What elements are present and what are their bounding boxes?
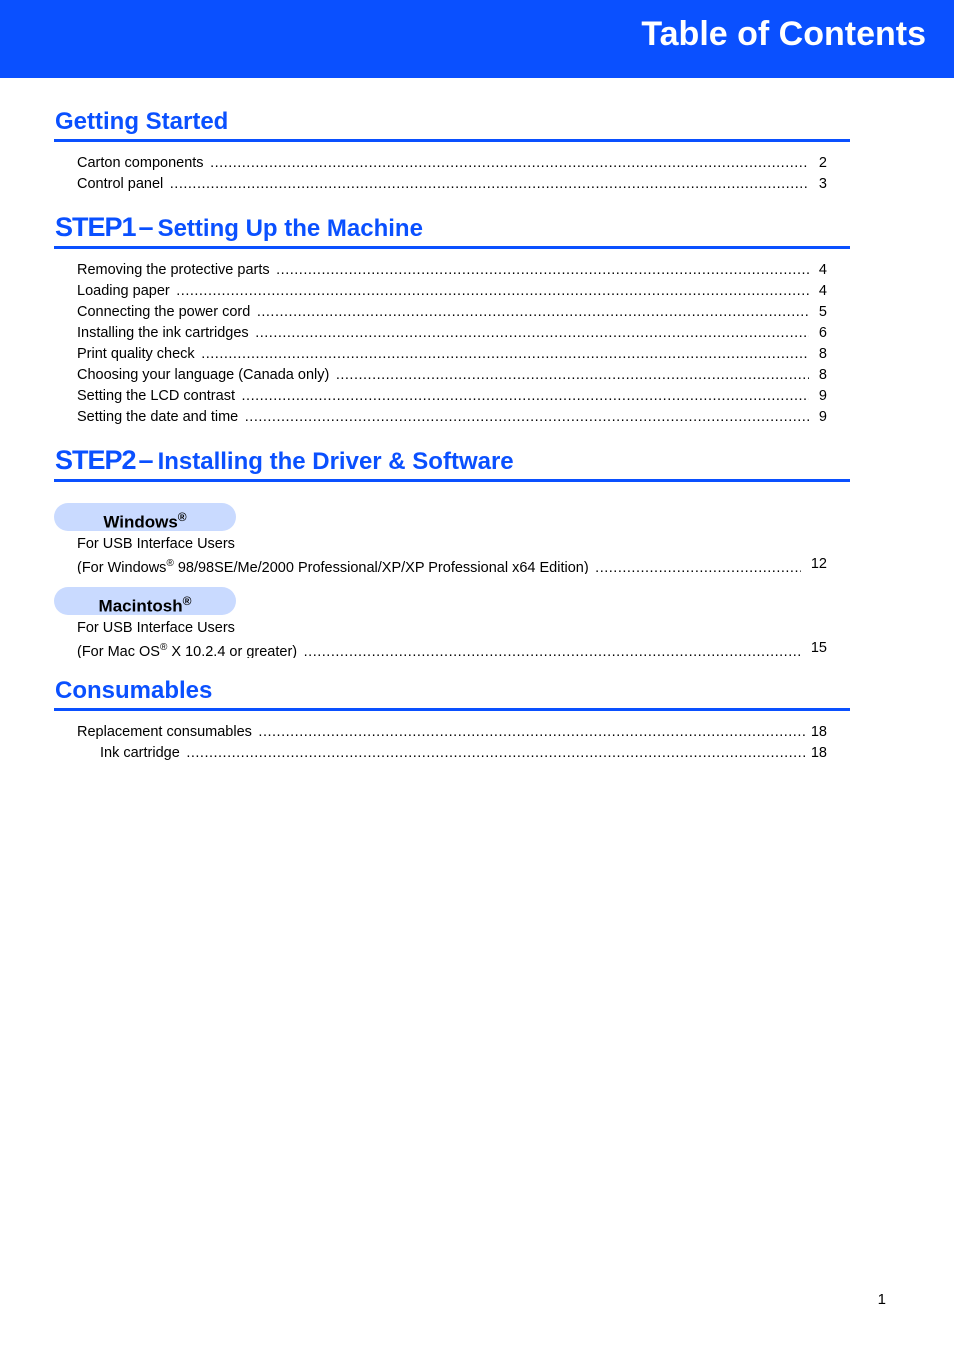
section-step2: [54, 446, 850, 658]
toc-entry-label-suffix: X 10.2.4 or greater): [167, 643, 298, 658]
section-heading: [54, 446, 850, 482]
toc-entry-line1: For USB Interface Users: [77, 620, 235, 636]
toc-entry[interactable]: [77, 638, 827, 658]
macintosh-pill: [54, 587, 236, 615]
section-getting-started: [54, 106, 850, 195]
registered-mark: ®: [177, 510, 187, 524]
section-title: Installing the Driver & Software: [157, 448, 514, 475]
toc-entry-page: 15: [808, 638, 827, 658]
section-heading: [54, 675, 850, 711]
windows-pill: [54, 503, 236, 531]
toc-entry-line1: For USB Interface Users: [77, 536, 235, 552]
step-dash: –: [138, 212, 154, 242]
section-title: Getting Started: [55, 108, 229, 135]
toc-entry-label: Print quality check: [77, 346, 195, 362]
toc-entry[interactable]: [100, 743, 827, 764]
page-title: Table of Contents: [641, 15, 926, 53]
toc-entry[interactable]: [77, 407, 827, 428]
toc-entry-page: 18: [808, 722, 827, 743]
toc-entry-page: 18: [808, 743, 827, 764]
toc-entry-label: Replacement consumables: [77, 724, 252, 740]
toc-entry-label: Control panel: [77, 176, 164, 192]
os-name: Windows: [103, 512, 178, 532]
section-consumables: [54, 675, 850, 764]
toc-entry-page: 2: [816, 153, 827, 174]
toc-entry[interactable]: [77, 174, 827, 195]
toc-entry-label: Loading paper: [77, 283, 170, 299]
step-dash: –: [138, 445, 154, 475]
toc-entry[interactable]: [77, 344, 827, 365]
toc-entry[interactable]: [77, 281, 827, 302]
toc-entry-label: Setting the date and time: [77, 409, 239, 425]
toc-entry[interactable]: [77, 386, 827, 407]
toc-entry-page: 5: [816, 302, 827, 323]
toc-entry-page: 4: [816, 260, 827, 281]
toc-entry[interactable]: [77, 722, 827, 743]
toc-entry-page: 4: [816, 281, 827, 302]
section-step1: [54, 213, 850, 428]
toc-entry-page: 9: [816, 386, 827, 407]
section-heading: [54, 213, 850, 249]
toc-entry-page: 12: [808, 554, 827, 574]
header-banner: [0, 0, 954, 78]
toc-entry-label: Setting the LCD contrast: [77, 388, 235, 404]
os-name: Macintosh: [98, 596, 183, 616]
toc-entry-label-suffix: 98/98SE/Me/2000 Professional/XP/XP Professional x64 Edition): [173, 559, 589, 574]
toc-entry-label: Installing the ink cartridges: [77, 325, 249, 341]
step-number: STEP2: [55, 445, 136, 475]
toc-entry-label: (For Mac OS: [77, 643, 160, 658]
registered-mark: ®: [166, 558, 174, 569]
toc-entry-label: Choosing your language (Canada only): [77, 367, 330, 383]
section-heading: [54, 106, 850, 142]
toc-list: [54, 722, 850, 764]
registered-mark: ®: [182, 594, 192, 608]
toc-entry[interactable]: [77, 302, 827, 323]
toc-entry-label: (For Windows: [77, 559, 167, 574]
toc-entry-label: Removing the protective parts: [77, 262, 270, 278]
page-number: 1: [877, 1291, 886, 1308]
toc-entry-page: 8: [816, 344, 827, 365]
toc-list: [54, 260, 850, 428]
toc-entry[interactable]: [77, 554, 827, 574]
toc-entry[interactable]: [77, 365, 827, 386]
step-number: STEP1: [55, 212, 136, 242]
toc-entry[interactable]: [77, 260, 827, 281]
section-title: Setting Up the Machine: [157, 215, 423, 242]
toc-entry-label: Carton components: [77, 155, 204, 171]
toc-entry-page: 3: [816, 174, 827, 195]
toc-entry-label: Connecting the power cord: [77, 304, 251, 320]
toc-entry[interactable]: [77, 153, 827, 174]
toc-entry-page: 9: [816, 407, 827, 428]
toc-entry-page: 8: [816, 365, 827, 386]
section-title: Consumables: [55, 677, 213, 704]
toc-list: [54, 153, 850, 195]
registered-mark: ®: [159, 642, 168, 653]
toc-entry-label: Ink cartridge: [100, 745, 180, 761]
toc-entry[interactable]: [77, 323, 827, 344]
toc-entry-page: 6: [816, 323, 827, 344]
